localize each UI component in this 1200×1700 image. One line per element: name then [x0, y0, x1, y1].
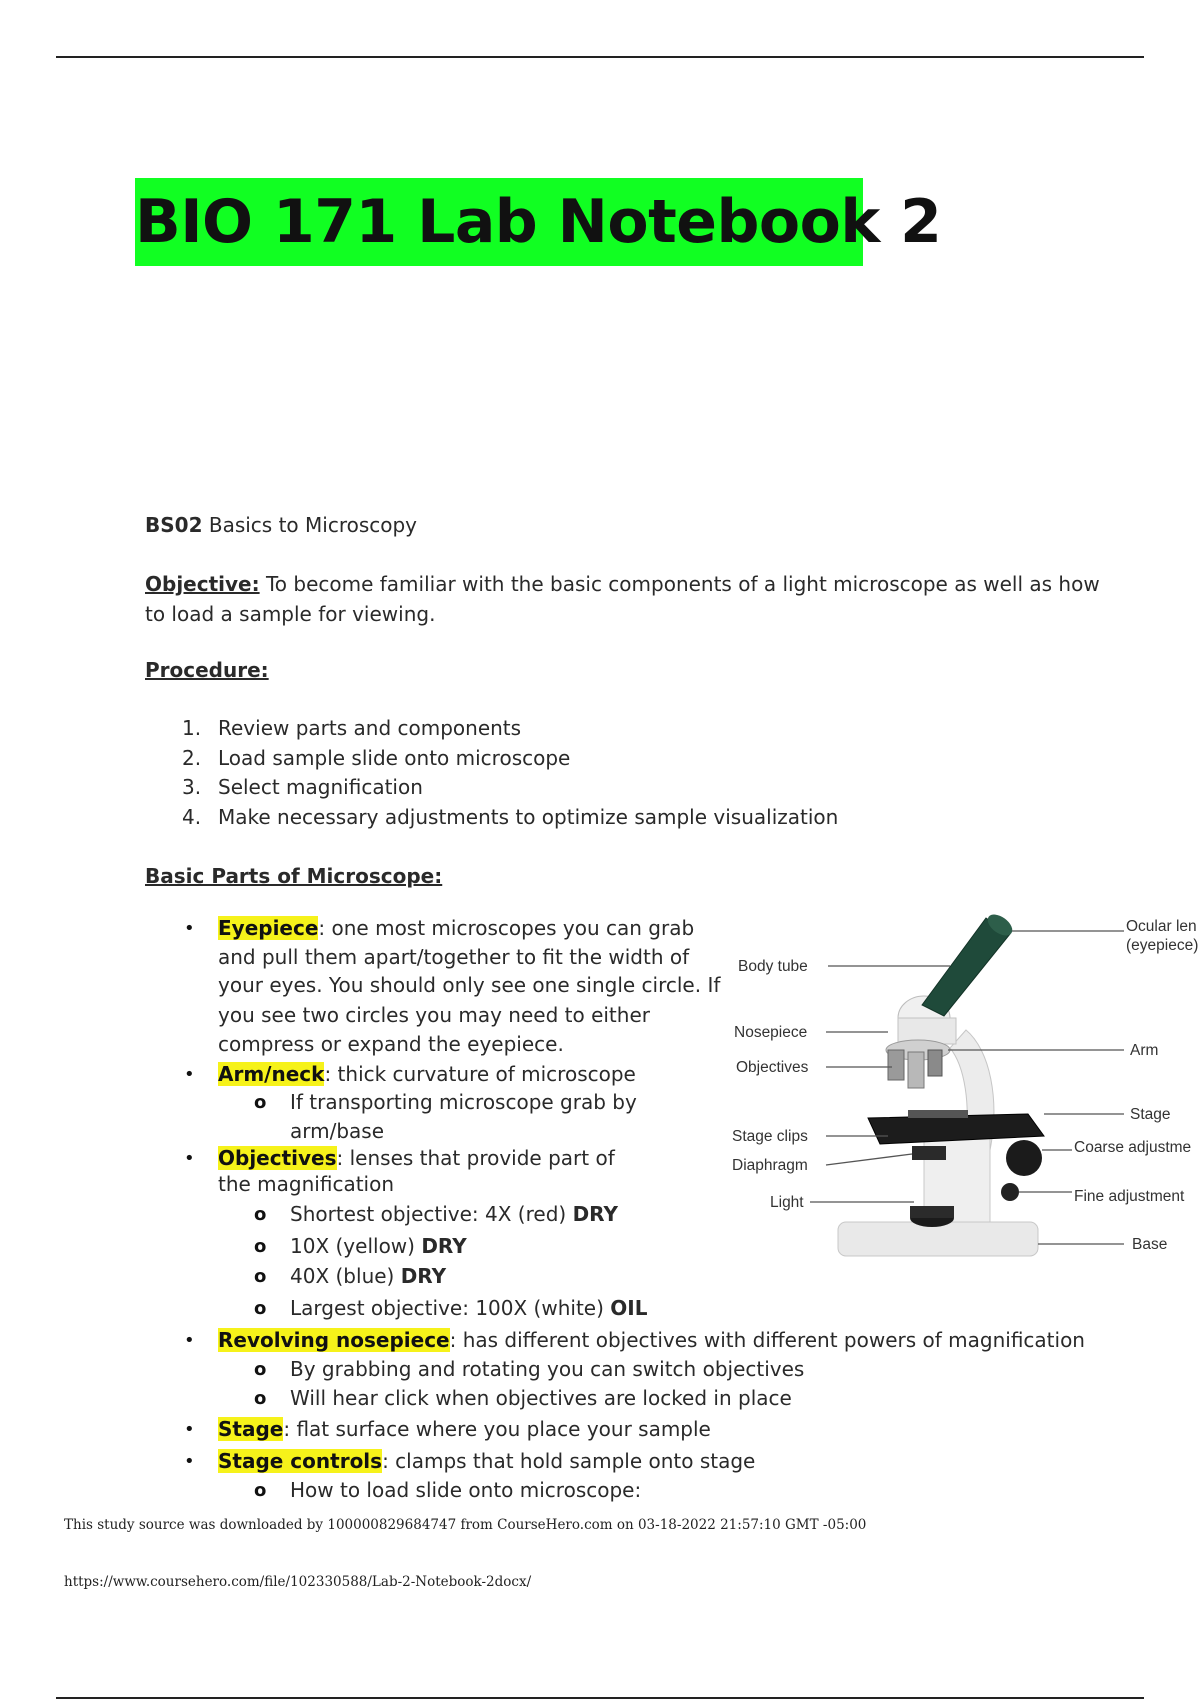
step-number: 3.	[182, 775, 202, 799]
eyepiece-line-1	[218, 914, 694, 943]
bullet: •	[184, 1419, 195, 1440]
objective-item-type: DRY	[421, 1234, 467, 1258]
objective-item	[290, 1294, 647, 1323]
parts-heading: Basic Parts of Microscope:	[145, 864, 443, 888]
label-light: Light	[770, 1194, 804, 1211]
objective-item-type: DRY	[572, 1202, 618, 1226]
objective-item	[290, 1200, 618, 1229]
objective-item-text: 40X (blue)	[290, 1264, 401, 1288]
eyepiece-text: : one most microscopes you can grab	[318, 916, 695, 940]
label-base: Base	[1132, 1236, 1168, 1253]
eyepiece-line-2: and pull them apart/together to fit the width of	[218, 945, 690, 969]
objective-item-text: Shortest objective: 4X (red)	[290, 1202, 573, 1226]
step-number: 2.	[182, 746, 202, 770]
nosepiece-text: : has different objectives with different powers of magnification	[449, 1328, 1085, 1352]
nosepiece-sub: By grabbing and rotating you can switch objectives	[290, 1357, 805, 1381]
label-diaphragm: Diaphragm	[732, 1157, 808, 1174]
objective-item	[290, 1232, 467, 1261]
lab-code: BS02	[145, 513, 203, 537]
bottom-rule	[56, 1697, 1144, 1699]
sub-bullet: o	[254, 1480, 267, 1501]
sub-bullet: o	[254, 1359, 267, 1380]
step-text: Review parts and components	[218, 716, 522, 740]
arm-sub-2: arm/base	[290, 1119, 385, 1143]
sub-bullet: o	[254, 1298, 267, 1319]
label-body-tube: Body tube	[738, 958, 808, 975]
objective-item-type: OIL	[610, 1296, 648, 1320]
bullet: •	[184, 1064, 195, 1085]
lab-name: Basics to Microscopy	[202, 513, 418, 537]
diaphragm-line	[826, 1154, 912, 1165]
objective-item-type: DRY	[400, 1264, 447, 1288]
objective-lens-shape	[888, 1050, 904, 1080]
arm-term: Arm/neck	[218, 1062, 325, 1086]
arm-text: : thick curvature of microscope	[324, 1062, 636, 1086]
source-url[interactable]: https://www.coursehero.com/file/102330588/Lab-2-Notebook-2docx/	[64, 1574, 532, 1590]
eyepiece-line-4: you see two circles you may need to either	[218, 1003, 650, 1027]
lab-subtitle	[145, 511, 417, 540]
step-text: Make necessary adjustments to optimize sample visualization	[218, 805, 839, 829]
bullet: •	[184, 1330, 195, 1351]
bullet: •	[184, 1451, 195, 1472]
objectives-line	[218, 1144, 615, 1173]
objective-item	[290, 1262, 446, 1291]
label-objectives: Objectives	[736, 1059, 809, 1076]
stage-line	[218, 1415, 711, 1444]
fine-knob-shape	[1001, 1183, 1019, 1201]
download-notice: This study source was downloaded by 100000829684747 from CourseHero.com on 03-18-2022 21:57:10 GMT -05:00	[64, 1517, 867, 1533]
step-text: Load sample slide onto microscope	[218, 746, 571, 770]
objective-item-text: Largest objective: 100X (white)	[290, 1296, 611, 1320]
objective-text-1: To become familiar with the basic components of a light microscope as well as how	[259, 572, 1100, 596]
microscope-diagram	[728, 900, 1200, 1260]
stage-controls-text: : clamps that hold sample onto stage	[382, 1449, 756, 1473]
stage-controls-sub: How to load slide onto microscope:	[290, 1478, 642, 1502]
label-nosepiece: Nosepiece	[734, 1024, 808, 1041]
diaphragm-shape	[912, 1146, 946, 1160]
label-ocular-1: Ocular len	[1126, 918, 1197, 935]
objective-line-2: to load a sample for viewing.	[145, 602, 436, 626]
stage-clip-shape	[908, 1110, 968, 1118]
body-tube-shape	[922, 918, 1010, 1016]
objective-lens-shape	[908, 1052, 924, 1088]
bullet: •	[184, 1148, 195, 1169]
step-text: Select magnification	[218, 775, 423, 799]
arm-line	[218, 1060, 636, 1089]
step-number: 1.	[182, 716, 202, 740]
nosepiece-term: Revolving nosepiece	[218, 1328, 450, 1352]
objectives-term: Objectives	[218, 1146, 337, 1170]
label-arm: Arm	[1130, 1042, 1159, 1059]
sub-bullet: o	[254, 1236, 267, 1257]
microscope-illustration	[838, 910, 1044, 1256]
stage-term: Stage	[218, 1417, 284, 1441]
objectives-line-2: the magnification	[218, 1172, 395, 1196]
bullet: •	[184, 918, 195, 939]
sub-bullet: o	[254, 1266, 267, 1287]
sub-bullet: o	[254, 1388, 267, 1409]
objective-label: Objective:	[145, 572, 260, 596]
eyepiece-line-3: your eyes. You should only see one single circle. If	[218, 973, 721, 997]
light-housing-shape	[910, 1206, 954, 1218]
stage-shape	[868, 1114, 1044, 1144]
eyepiece-line-5: compress or expand the eyepiece.	[218, 1032, 564, 1056]
top-rule	[56, 56, 1144, 58]
objective-item-text: 10X (yellow)	[290, 1234, 422, 1258]
label-stage-clips: Stage clips	[732, 1128, 808, 1145]
base-shape	[838, 1222, 1038, 1256]
nosepiece-line	[218, 1326, 1085, 1355]
label-coarse-adjustment: Coarse adjustme	[1074, 1139, 1192, 1156]
label-ocular-2: (eyepiece)	[1126, 937, 1199, 954]
eyepiece-term: Eyepiece	[218, 916, 319, 940]
stage-controls-line	[218, 1447, 755, 1476]
coarse-knob-shape	[1006, 1140, 1042, 1176]
sub-bullet: o	[254, 1204, 267, 1225]
stage-text: : flat surface where you place your sample	[283, 1417, 711, 1441]
nosepiece-sub: Will hear click when objectives are locked in place	[290, 1386, 792, 1410]
stage-controls-term: Stage controls	[218, 1449, 383, 1473]
arm-sub-1: If transporting microscope grab by	[290, 1090, 637, 1114]
step-number: 4.	[182, 805, 202, 829]
objectives-text: : lenses that provide part of	[336, 1146, 615, 1170]
label-fine-adjustment: Fine adjustment	[1074, 1188, 1185, 1205]
document-title: BIO 171 Lab Notebook 2	[135, 187, 942, 257]
label-stage: Stage	[1130, 1106, 1171, 1123]
objective-line-1	[145, 570, 1100, 599]
objective-lens-shape	[928, 1050, 942, 1076]
sub-bullet: o	[254, 1092, 267, 1113]
procedure-heading: Procedure:	[145, 658, 269, 682]
title-highlight	[135, 178, 942, 266]
